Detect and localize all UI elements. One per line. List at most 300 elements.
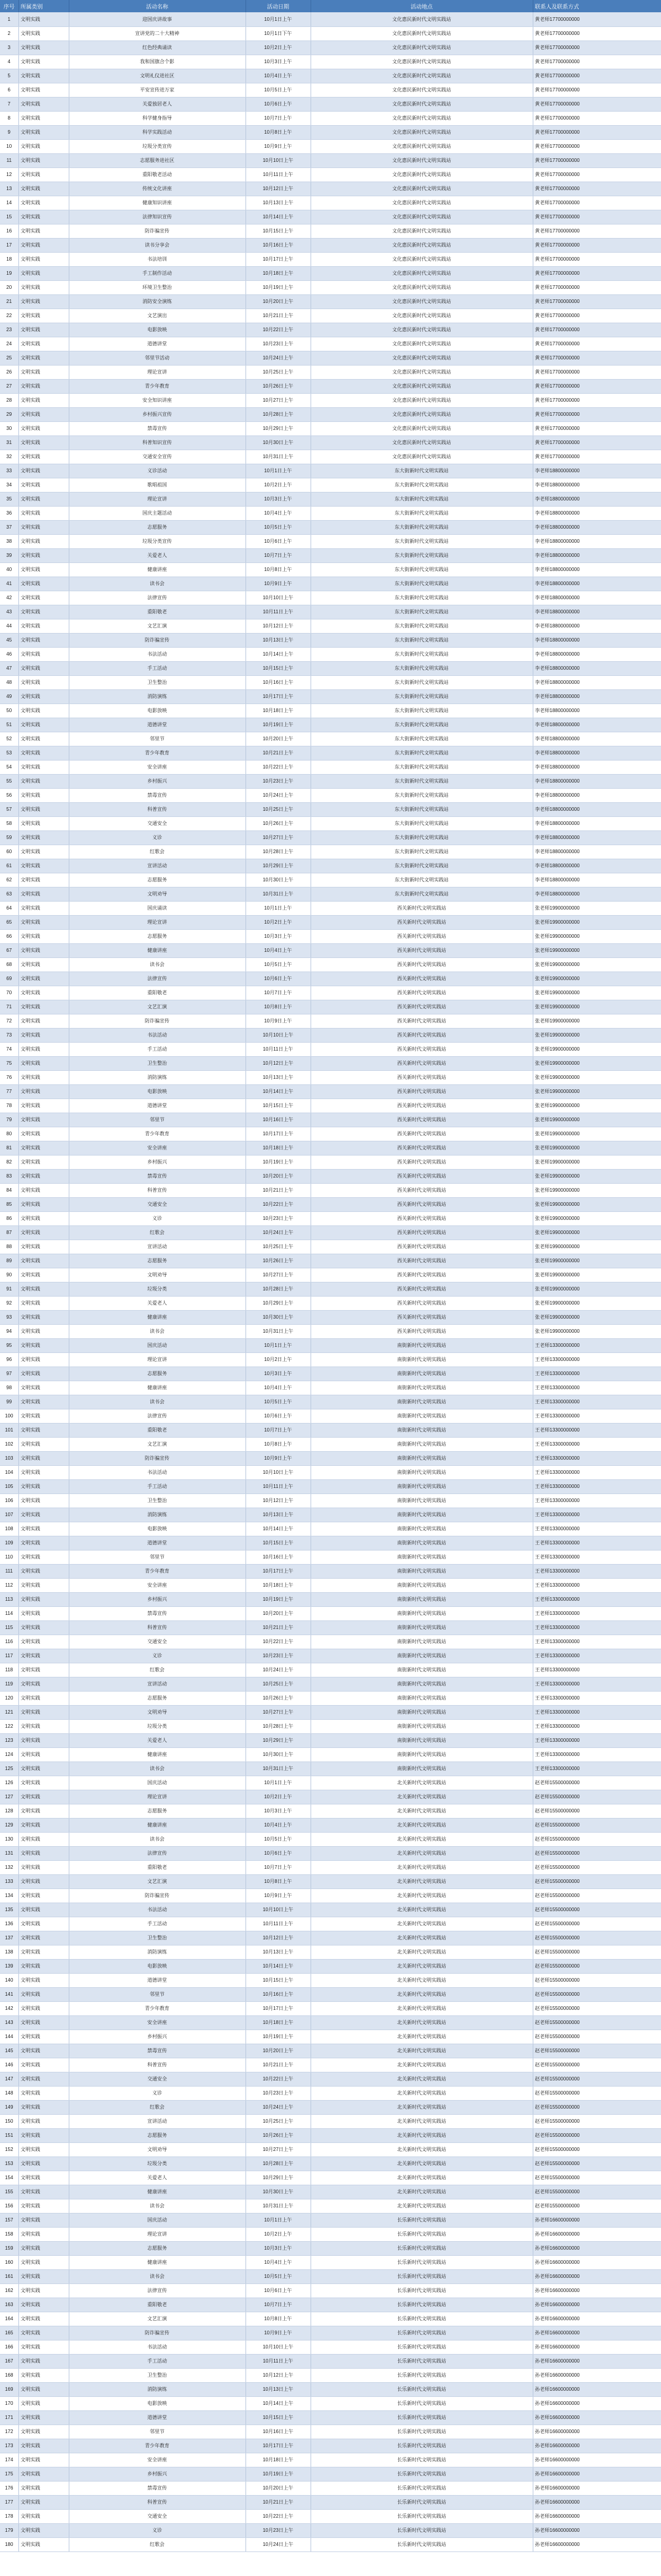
cell-name: 乡村振兴 bbox=[69, 774, 245, 788]
cell-category: 文明实践 bbox=[18, 2255, 69, 2269]
cell-date: 10月13日上午 bbox=[245, 633, 311, 647]
table-row bbox=[0, 492, 661, 506]
table-row bbox=[0, 1804, 661, 1818]
cell-index: 158 bbox=[0, 2227, 18, 2241]
cell-category: 文明实践 bbox=[18, 2298, 69, 2312]
cell-contact: 孙老师16600000000 bbox=[533, 2269, 661, 2283]
cell-category: 文明实践 bbox=[18, 873, 69, 887]
cell-index: 155 bbox=[0, 2185, 18, 2199]
cell-place: 文化惠民新时代文明实践站 bbox=[311, 26, 533, 40]
table-row bbox=[0, 548, 661, 562]
table-row bbox=[0, 1846, 661, 1860]
table-row bbox=[0, 1056, 661, 1070]
cell-name: 邻里节 bbox=[69, 1113, 245, 1127]
cell-index: 102 bbox=[0, 1437, 18, 1451]
cell-place: 北关新时代文明实践站 bbox=[311, 2114, 533, 2128]
cell-index: 75 bbox=[0, 1056, 18, 1070]
cell-contact: 李老师18800000000 bbox=[533, 562, 661, 577]
cell-place: 北关新时代文明实践站 bbox=[311, 1832, 533, 1846]
cell-date: 10月21日上午 bbox=[245, 2495, 311, 2509]
table-row bbox=[0, 2269, 661, 2283]
cell-category: 文明实践 bbox=[18, 661, 69, 675]
cell-date: 10月18日上午 bbox=[245, 2015, 311, 2030]
cell-contact: 张老师19900000000 bbox=[533, 943, 661, 957]
table-row bbox=[0, 1733, 661, 1747]
cell-name: 健康讲座 bbox=[69, 1818, 245, 1832]
cell-place: 长乐新时代文明实践站 bbox=[311, 2467, 533, 2481]
cell-place: 长乐新时代文明实践站 bbox=[311, 2537, 533, 2551]
cell-category: 文明实践 bbox=[18, 1183, 69, 1197]
cell-date: 10月27日上午 bbox=[245, 393, 311, 407]
cell-place: 北关新时代文明实践站 bbox=[311, 1888, 533, 1903]
cell-place: 文化惠民新时代文明实践站 bbox=[311, 139, 533, 153]
cell-date: 10月3日上午 bbox=[245, 1367, 311, 1381]
cell-place: 西关新时代文明实践站 bbox=[311, 1254, 533, 1268]
cell-contact: 李老师18800000000 bbox=[533, 859, 661, 873]
cell-index: 45 bbox=[0, 633, 18, 647]
table-row bbox=[0, 774, 661, 788]
table-row bbox=[0, 2283, 661, 2298]
table-row bbox=[0, 337, 661, 351]
cell-name: 宣讲活动 bbox=[69, 2114, 245, 2128]
cell-place: 南街新时代文明实践站 bbox=[311, 1451, 533, 1465]
cell-place: 长乐新时代文明实践站 bbox=[311, 2241, 533, 2255]
cell-index: 35 bbox=[0, 492, 18, 506]
table-row bbox=[0, 125, 661, 139]
cell-contact: 李老师18800000000 bbox=[533, 534, 661, 548]
cell-index: 95 bbox=[0, 1338, 18, 1352]
cell-contact: 张老师19900000000 bbox=[533, 1211, 661, 1225]
cell-date: 10月18日上午 bbox=[245, 703, 311, 718]
cell-date: 10月27日上午 bbox=[245, 1705, 311, 1719]
cell-contact: 张老师19900000000 bbox=[533, 1098, 661, 1113]
cell-name: 垃圾分类宣传 bbox=[69, 139, 245, 153]
cell-date: 10月27日上午 bbox=[245, 1268, 311, 1282]
cell-date: 10月25日上午 bbox=[245, 1240, 311, 1254]
cell-category: 文明实践 bbox=[18, 915, 69, 929]
cell-name: 科普宣传 bbox=[69, 1620, 245, 1635]
table-row bbox=[0, 1493, 661, 1508]
cell-category: 文明实践 bbox=[18, 1493, 69, 1508]
cell-contact: 孙老师16600000000 bbox=[533, 2368, 661, 2382]
cell-index: 43 bbox=[0, 605, 18, 619]
table-row bbox=[0, 1761, 661, 1776]
cell-name: 关爱独居老人 bbox=[69, 97, 245, 111]
cell-place: 文化惠民新时代文明实践站 bbox=[311, 224, 533, 238]
cell-contact: 王老师13300000000 bbox=[533, 1620, 661, 1635]
cell-index: 65 bbox=[0, 915, 18, 929]
cell-place: 西关新时代文明实践站 bbox=[311, 1056, 533, 1070]
cell-category: 文明实践 bbox=[18, 1959, 69, 1973]
cell-name: 我和国旗合个影 bbox=[69, 55, 245, 69]
cell-place: 长乐新时代文明实践站 bbox=[311, 2227, 533, 2241]
cell-contact: 赵老师15500000000 bbox=[533, 1931, 661, 1945]
table-row bbox=[0, 111, 661, 125]
cell-place: 北关新时代文明实践站 bbox=[311, 1860, 533, 1874]
cell-category: 文明实践 bbox=[18, 2495, 69, 2509]
cell-index: 96 bbox=[0, 1352, 18, 1367]
cell-contact: 赵老师15500000000 bbox=[533, 1790, 661, 1804]
cell-name: 宣讲活动 bbox=[69, 1677, 245, 1691]
cell-contact: 张老师19900000000 bbox=[533, 1070, 661, 1084]
cell-index: 144 bbox=[0, 2030, 18, 2044]
cell-category: 文明实践 bbox=[18, 1479, 69, 1493]
cell-category: 文明实践 bbox=[18, 1536, 69, 1550]
cell-name: 国庆活动 bbox=[69, 1338, 245, 1352]
cell-category: 文明实践 bbox=[18, 2382, 69, 2396]
cell-name: 科学健身指导 bbox=[69, 111, 245, 125]
cell-index: 14 bbox=[0, 196, 18, 210]
cell-date: 10月2日上午 bbox=[245, 1790, 311, 1804]
cell-contact: 孙老师16600000000 bbox=[533, 2340, 661, 2354]
cell-name: 歌唱祖国 bbox=[69, 478, 245, 492]
cell-category: 文明实践 bbox=[18, 1663, 69, 1677]
cell-contact: 张老师19900000000 bbox=[533, 1310, 661, 1324]
cell-name: 重阳敬老 bbox=[69, 1860, 245, 1874]
cell-name: 文明礼仪进社区 bbox=[69, 69, 245, 83]
cell-index: 179 bbox=[0, 2523, 18, 2537]
cell-contact: 黄老师17700000000 bbox=[533, 337, 661, 351]
cell-date: 10月12日上午 bbox=[245, 619, 311, 633]
cell-contact: 张老师19900000000 bbox=[533, 972, 661, 986]
cell-index: 84 bbox=[0, 1183, 18, 1197]
cell-place: 南街新时代文明实践站 bbox=[311, 1733, 533, 1747]
cell-name: 义诊 bbox=[69, 830, 245, 845]
cell-contact: 黄老师17700000000 bbox=[533, 252, 661, 266]
cell-place: 南街新时代文明实践站 bbox=[311, 1493, 533, 1508]
table-row bbox=[0, 252, 661, 266]
cell-name: 法律宣传 bbox=[69, 972, 245, 986]
cell-place: 东大街新时代文明实践站 bbox=[311, 577, 533, 591]
cell-date: 10月16日上午 bbox=[245, 238, 311, 252]
cell-category: 文明实践 bbox=[18, 1282, 69, 1296]
cell-date: 10月5日上午 bbox=[245, 83, 311, 97]
table-row bbox=[0, 1155, 661, 1169]
cell-date: 10月13日上午 bbox=[245, 2382, 311, 2396]
table-row bbox=[0, 1169, 661, 1183]
cell-contact: 王老师13300000000 bbox=[533, 1550, 661, 1564]
cell-category: 文明实践 bbox=[18, 689, 69, 703]
cell-date: 10月19日上午 bbox=[245, 1592, 311, 1606]
cell-category: 文明实践 bbox=[18, 379, 69, 393]
cell-index: 157 bbox=[0, 2213, 18, 2227]
table-row bbox=[0, 1677, 661, 1691]
cell-category: 文明实践 bbox=[18, 2439, 69, 2453]
cell-name: 手工活动 bbox=[69, 1479, 245, 1493]
cell-contact: 孙老师16600000000 bbox=[533, 2467, 661, 2481]
cell-index: 107 bbox=[0, 1508, 18, 1522]
cell-contact: 赵老师15500000000 bbox=[533, 2128, 661, 2142]
cell-index: 1 bbox=[0, 12, 18, 26]
cell-name: 宣讲活动 bbox=[69, 1240, 245, 1254]
cell-name: 理论宣讲 bbox=[69, 1352, 245, 1367]
cell-place: 文化惠民新时代文明实践站 bbox=[311, 97, 533, 111]
cell-index: 39 bbox=[0, 548, 18, 562]
cell-name: 理论宣讲 bbox=[69, 365, 245, 379]
cell-category: 文明实践 bbox=[18, 830, 69, 845]
cell-date: 10月15日上午 bbox=[245, 2410, 311, 2425]
cell-name: 红歌会 bbox=[69, 845, 245, 859]
cell-place: 西关新时代文明实践站 bbox=[311, 972, 533, 986]
cell-contact: 黄老师17700000000 bbox=[533, 323, 661, 337]
cell-name: 重阳敬老活动 bbox=[69, 167, 245, 182]
cell-date: 10月7日上午 bbox=[245, 548, 311, 562]
cell-place: 文化惠民新时代文明实践站 bbox=[311, 365, 533, 379]
cell-date: 10月31日上午 bbox=[245, 1324, 311, 1338]
table-row bbox=[0, 859, 661, 873]
cell-index: 115 bbox=[0, 1620, 18, 1635]
cell-place: 东大街新时代文明实践站 bbox=[311, 859, 533, 873]
cell-date: 10月20日上午 bbox=[245, 1169, 311, 1183]
cell-place: 西关新时代文明实践站 bbox=[311, 1183, 533, 1197]
cell-index: 148 bbox=[0, 2086, 18, 2100]
cell-name: 道德讲堂 bbox=[69, 2410, 245, 2425]
cell-date: 10月6日上午 bbox=[245, 1846, 311, 1860]
cell-name: 乡村振兴 bbox=[69, 1155, 245, 1169]
cell-name: 消防演练 bbox=[69, 1945, 245, 1959]
cell-category: 文明实践 bbox=[18, 1888, 69, 1903]
cell-name: 安全讲座 bbox=[69, 2453, 245, 2467]
table-row bbox=[0, 2410, 661, 2425]
cell-name: 电影放映 bbox=[69, 323, 245, 337]
table-row bbox=[0, 2086, 661, 2100]
cell-category: 文明实践 bbox=[18, 774, 69, 788]
cell-name: 卫生整治 bbox=[69, 1056, 245, 1070]
cell-contact: 李老师18800000000 bbox=[533, 830, 661, 845]
table-row bbox=[0, 830, 661, 845]
cell-name: 道德讲堂 bbox=[69, 1098, 245, 1113]
cell-name: 青少年教育 bbox=[69, 379, 245, 393]
cell-index: 130 bbox=[0, 1832, 18, 1846]
table-row bbox=[0, 2495, 661, 2509]
table-row bbox=[0, 534, 661, 548]
table-row bbox=[0, 421, 661, 435]
cell-category: 文明实践 bbox=[18, 1635, 69, 1649]
cell-category: 文明实践 bbox=[18, 464, 69, 478]
cell-category: 文明实践 bbox=[18, 1056, 69, 1070]
cell-category: 文明实践 bbox=[18, 2410, 69, 2425]
table-row bbox=[0, 506, 661, 520]
table-row bbox=[0, 2001, 661, 2015]
cell-category: 文明实践 bbox=[18, 1508, 69, 1522]
cell-place: 西关新时代文明实践站 bbox=[311, 1084, 533, 1098]
cell-name: 邻里节活动 bbox=[69, 351, 245, 365]
table-row bbox=[0, 1987, 661, 2001]
cell-place: 南街新时代文明实践站 bbox=[311, 1592, 533, 1606]
cell-contact: 张老师19900000000 bbox=[533, 929, 661, 943]
cell-name: 迎国庆讲故事 bbox=[69, 12, 245, 26]
cell-place: 北关新时代文明实践站 bbox=[311, 2100, 533, 2114]
cell-name: 禁毒宣传 bbox=[69, 421, 245, 435]
cell-index: 46 bbox=[0, 647, 18, 661]
cell-category: 文明实践 bbox=[18, 1846, 69, 1860]
cell-category: 文明实践 bbox=[18, 901, 69, 915]
cell-place: 西关新时代文明实践站 bbox=[311, 957, 533, 972]
cell-name: 科普宣传 bbox=[69, 2058, 245, 2072]
cell-name: 文明劝导 bbox=[69, 2142, 245, 2156]
table-row bbox=[0, 520, 661, 534]
cell-date: 10月29日上午 bbox=[245, 859, 311, 873]
cell-category: 文明实践 bbox=[18, 153, 69, 167]
cell-date: 10月26日上午 bbox=[245, 1691, 311, 1705]
cell-index: 59 bbox=[0, 830, 18, 845]
cell-place: 东大街新时代文明实践站 bbox=[311, 562, 533, 577]
cell-name: 青少年教育 bbox=[69, 1127, 245, 1141]
table-row bbox=[0, 1903, 661, 1917]
cell-place: 南街新时代文明实践站 bbox=[311, 1423, 533, 1437]
cell-date: 10月1日上午 bbox=[245, 1338, 311, 1352]
cell-index: 166 bbox=[0, 2340, 18, 2354]
cell-index: 41 bbox=[0, 577, 18, 591]
cell-contact: 孙老师16600000000 bbox=[533, 2227, 661, 2241]
cell-place: 长乐新时代文明实践站 bbox=[311, 2410, 533, 2425]
cell-name: 理论宣讲 bbox=[69, 2227, 245, 2241]
cell-category: 文明实践 bbox=[18, 506, 69, 520]
cell-date: 10月15日上午 bbox=[245, 1973, 311, 1987]
cell-date: 10月14日上午 bbox=[245, 1522, 311, 1536]
cell-name: 垃圾分类宣传 bbox=[69, 534, 245, 548]
cell-contact: 孙老师16600000000 bbox=[533, 2439, 661, 2453]
cell-date: 10月11日上午 bbox=[245, 2354, 311, 2368]
cell-date: 10月21日上午 bbox=[245, 2058, 311, 2072]
cell-contact: 孙老师16600000000 bbox=[533, 2213, 661, 2227]
cell-contact: 黄老师17700000000 bbox=[533, 309, 661, 323]
cell-date: 10月7日上午 bbox=[245, 1860, 311, 1874]
cell-place: 东大街新时代文明实践站 bbox=[311, 732, 533, 746]
cell-category: 文明实践 bbox=[18, 943, 69, 957]
cell-contact: 张老师19900000000 bbox=[533, 1282, 661, 1296]
cell-index: 21 bbox=[0, 294, 18, 309]
cell-name: 义诊活动 bbox=[69, 464, 245, 478]
cell-index: 62 bbox=[0, 873, 18, 887]
table-row bbox=[0, 1367, 661, 1381]
cell-contact: 王老师13300000000 bbox=[533, 1592, 661, 1606]
cell-date: 10月17日上午 bbox=[245, 2439, 311, 2453]
cell-index: 60 bbox=[0, 845, 18, 859]
cell-category: 文明实践 bbox=[18, 703, 69, 718]
table-row bbox=[0, 435, 661, 450]
cell-place: 北关新时代文明实践站 bbox=[311, 1790, 533, 1804]
cell-place: 文化惠民新时代文明实践站 bbox=[311, 12, 533, 26]
cell-index: 162 bbox=[0, 2283, 18, 2298]
table-row bbox=[0, 55, 661, 69]
cell-contact: 赵老师15500000000 bbox=[533, 1888, 661, 1903]
cell-category: 文明实践 bbox=[18, 1705, 69, 1719]
table-row bbox=[0, 1522, 661, 1536]
cell-place: 西关新时代文明实践站 bbox=[311, 1098, 533, 1113]
cell-contact: 李老师18800000000 bbox=[533, 661, 661, 675]
cell-name: 志愿服务 bbox=[69, 2128, 245, 2142]
table-row bbox=[0, 1127, 661, 1141]
cell-contact: 张老师19900000000 bbox=[533, 1141, 661, 1155]
cell-date: 10月21日上午 bbox=[245, 1620, 311, 1635]
cell-category: 文明实践 bbox=[18, 365, 69, 379]
cell-place: 南街新时代文明实践站 bbox=[311, 1479, 533, 1493]
cell-date: 10月2日上午 bbox=[245, 478, 311, 492]
cell-date: 10月4日上午 bbox=[245, 2255, 311, 2269]
cell-category: 文明实践 bbox=[18, 478, 69, 492]
cell-name: 乡村振兴 bbox=[69, 2030, 245, 2044]
cell-date: 10月20日上午 bbox=[245, 294, 311, 309]
cell-contact: 张老师19900000000 bbox=[533, 1183, 661, 1197]
cell-name: 志愿服务 bbox=[69, 1254, 245, 1268]
table-row bbox=[0, 619, 661, 633]
cell-date: 10月22日上午 bbox=[245, 760, 311, 774]
cell-place: 长乐新时代文明实践站 bbox=[311, 2354, 533, 2368]
cell-contact: 王老师13300000000 bbox=[533, 1747, 661, 1761]
cell-name: 健康讲座 bbox=[69, 2185, 245, 2199]
cell-date: 10月7日上午 bbox=[245, 986, 311, 1000]
cell-index: 146 bbox=[0, 2058, 18, 2072]
cell-date: 10月1日上午 bbox=[245, 464, 311, 478]
cell-name: 消防演练 bbox=[69, 1508, 245, 1522]
cell-date: 10月29日上午 bbox=[245, 1733, 311, 1747]
cell-place: 南街新时代文明实践站 bbox=[311, 1536, 533, 1550]
cell-name: 安全讲座 bbox=[69, 1578, 245, 1592]
cell-category: 文明实践 bbox=[18, 534, 69, 548]
cell-contact: 李老师18800000000 bbox=[533, 746, 661, 760]
cell-category: 文明实践 bbox=[18, 2199, 69, 2213]
table-header bbox=[0, 0, 661, 12]
cell-place: 西关新时代文明实践站 bbox=[311, 1211, 533, 1225]
cell-contact: 黄老师17700000000 bbox=[533, 40, 661, 55]
cell-index: 27 bbox=[0, 379, 18, 393]
cell-contact: 王老师13300000000 bbox=[533, 1705, 661, 1719]
cell-contact: 黄老师17700000000 bbox=[533, 421, 661, 435]
cell-category: 文明实践 bbox=[18, 12, 69, 26]
cell-index: 78 bbox=[0, 1098, 18, 1113]
cell-index: 31 bbox=[0, 435, 18, 450]
table-row bbox=[0, 2453, 661, 2467]
cell-date: 10月23日上午 bbox=[245, 774, 311, 788]
cell-name: 理论宣讲 bbox=[69, 492, 245, 506]
cell-date: 10月9日上午 bbox=[245, 139, 311, 153]
cell-index: 83 bbox=[0, 1169, 18, 1183]
cell-category: 文明实践 bbox=[18, 252, 69, 266]
table-row bbox=[0, 1197, 661, 1211]
table-row bbox=[0, 1183, 661, 1197]
table-row bbox=[0, 1874, 661, 1888]
cell-category: 文明实践 bbox=[18, 1677, 69, 1691]
cell-contact: 黄老师17700000000 bbox=[533, 280, 661, 294]
cell-date: 10月22日上午 bbox=[245, 1197, 311, 1211]
cell-date: 10月8日上午 bbox=[245, 2312, 311, 2326]
cell-contact: 黄老师17700000000 bbox=[533, 210, 661, 224]
cell-index: 145 bbox=[0, 2044, 18, 2058]
cell-date: 10月5日上午 bbox=[245, 957, 311, 972]
cell-contact: 黄老师17700000000 bbox=[533, 69, 661, 83]
cell-contact: 赵老师15500000000 bbox=[533, 2185, 661, 2199]
cell-index: 97 bbox=[0, 1367, 18, 1381]
cell-category: 文明实践 bbox=[18, 957, 69, 972]
cell-index: 56 bbox=[0, 788, 18, 802]
cell-place: 南街新时代文明实践站 bbox=[311, 1705, 533, 1719]
cell-category: 文明实践 bbox=[18, 2453, 69, 2467]
table-row bbox=[0, 957, 661, 972]
table-row bbox=[0, 887, 661, 901]
cell-place: 长乐新时代文明实践站 bbox=[311, 2283, 533, 2298]
cell-date: 10月1日上午 bbox=[245, 12, 311, 26]
cell-name: 理论宣讲 bbox=[69, 915, 245, 929]
table-row bbox=[0, 2537, 661, 2551]
cell-name: 法律宣传 bbox=[69, 591, 245, 605]
cell-name: 文艺演出 bbox=[69, 309, 245, 323]
cell-date: 10月17日上午 bbox=[245, 1564, 311, 1578]
cell-place: 东大街新时代文明实践站 bbox=[311, 703, 533, 718]
cell-name: 国庆活动 bbox=[69, 1776, 245, 1790]
cell-date: 10月27日上午 bbox=[245, 2142, 311, 2156]
table-row bbox=[0, 1719, 661, 1733]
